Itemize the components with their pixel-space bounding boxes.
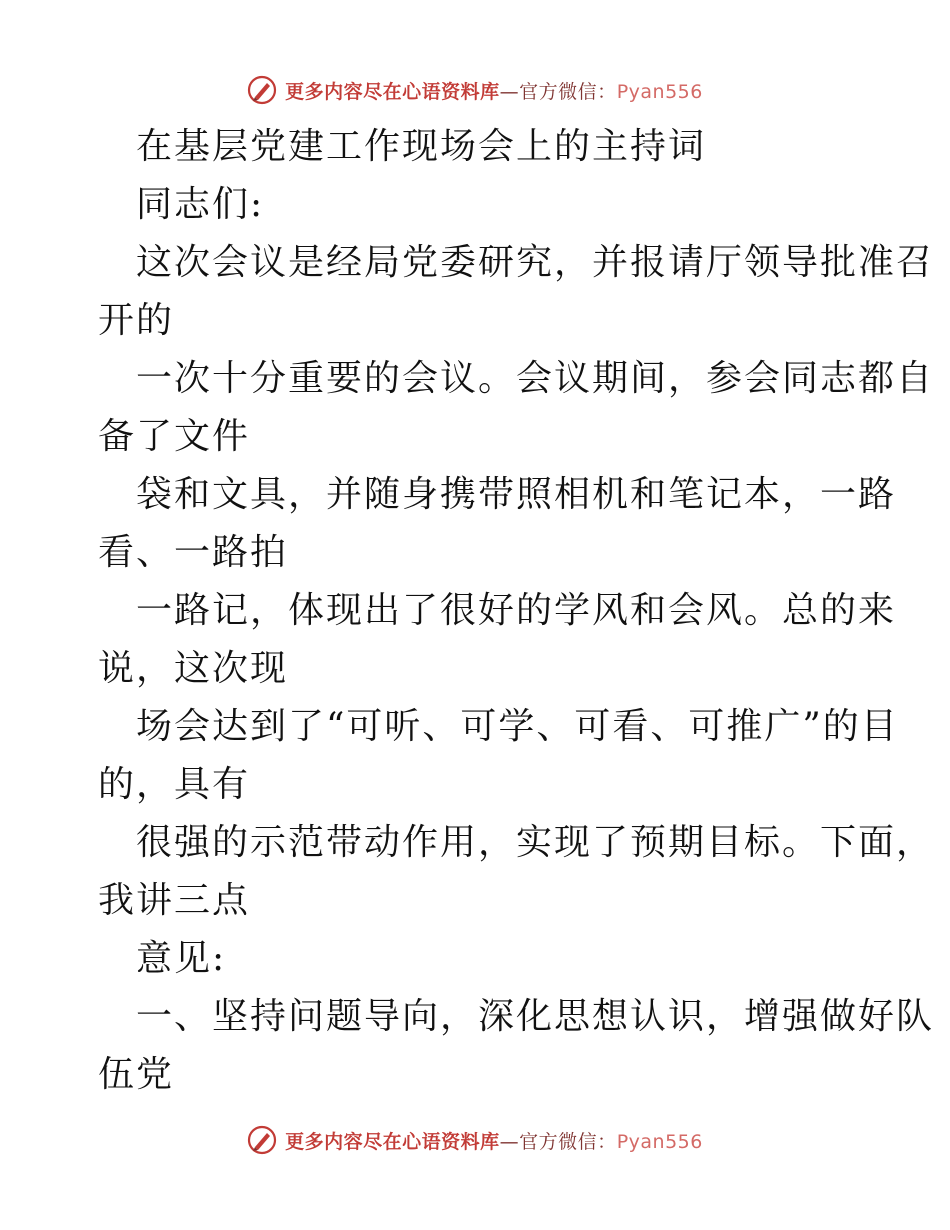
watermark-main: 更多内容尽在心语资料库 — [285, 80, 500, 103]
watermark-text — [285, 77, 703, 104]
watermark-sub: —官方微信： — [499, 80, 617, 103]
watermark-text — [285, 1127, 703, 1154]
section-heading-line: 一、坚持问题导向，深化思想认识，增强做好队 — [136, 996, 935, 1037]
watermark-footer — [0, 1122, 950, 1158]
pen-logo-icon — [247, 75, 277, 105]
text-line: 这次会议是经局党委研究，并报请厅领导批准召 — [136, 242, 935, 283]
document-body — [98, 118, 935, 1104]
text-line: 袋和文具，并随身携带照相机和笔记本，一路 — [136, 474, 897, 515]
text-line: 我讲三点 — [98, 880, 251, 921]
document-title: 在基层党建工作现场会上的主持词 — [136, 126, 707, 167]
text-line: 看、一路拍 — [98, 532, 289, 573]
pen-logo-icon — [247, 1125, 277, 1155]
text-line: 伍党 — [98, 1054, 175, 1095]
watermark-id: Pyan556 — [616, 80, 703, 103]
text-line: 很强的示范带动作用，实现了预期目标。下面， — [136, 822, 935, 863]
text-line: 备了文件 — [98, 416, 251, 457]
text-line: 一路记，体现出了很好的学风和会风。总的来 — [136, 590, 897, 631]
salutation: 同志们: — [136, 184, 265, 225]
text-line: 意见: — [136, 938, 227, 979]
text-line: 开的 — [98, 300, 175, 341]
watermark-main: 更多内容尽在心语资料库 — [285, 1130, 500, 1153]
text-line: 说，这次现 — [98, 648, 289, 689]
text-line: 场会达到了“可听、可学、可看、可推广”的目 — [136, 706, 899, 747]
text-line: 一次十分重要的会议。会议期间，参会同志都自 — [136, 358, 935, 399]
text-line: 的，具有 — [98, 764, 251, 805]
watermark-id: Pyan556 — [616, 1130, 703, 1153]
watermark-sub: —官方微信： — [499, 1130, 617, 1153]
watermark-header — [0, 72, 950, 108]
